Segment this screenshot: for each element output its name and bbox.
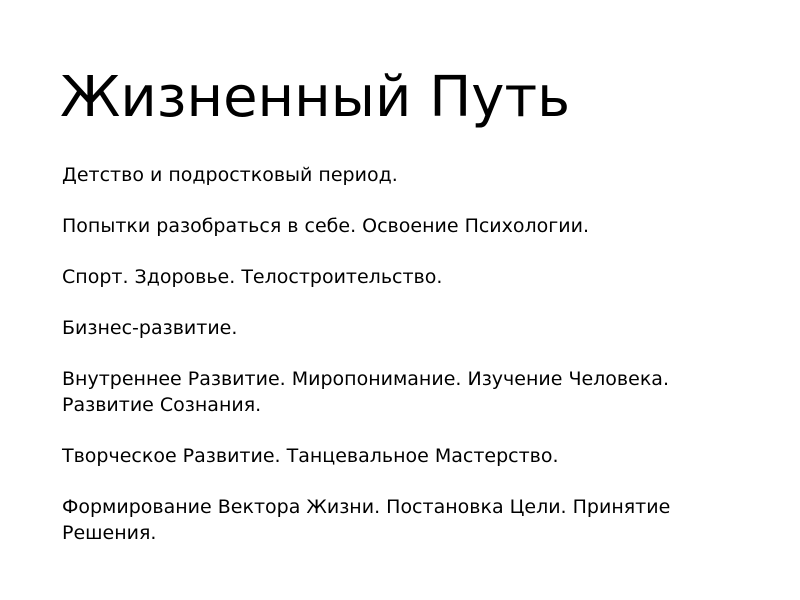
list-item: Внутреннее Развитие. Миропонимание. Изучение Человека. Развитие Сознания. [62, 368, 669, 416]
list-item: Детство и подростковый период. [62, 164, 398, 186]
list-item: Спорт. Здоровье. Телостроительство. [62, 266, 443, 288]
list-item: Творческое Развитие. Танцевальное Мастерство. [62, 445, 559, 467]
list-item: Формирование Вектора Жизни. Постановка Цели. Принятие Решения. [62, 496, 671, 544]
slide-title: Жизненный Путь [60, 65, 571, 130]
list-item: Бизнес-развитие. [62, 317, 238, 339]
slide-body-list [62, 162, 722, 546]
list-item: Попытки разобраться в себе. Освоение Психологии. [62, 215, 590, 237]
